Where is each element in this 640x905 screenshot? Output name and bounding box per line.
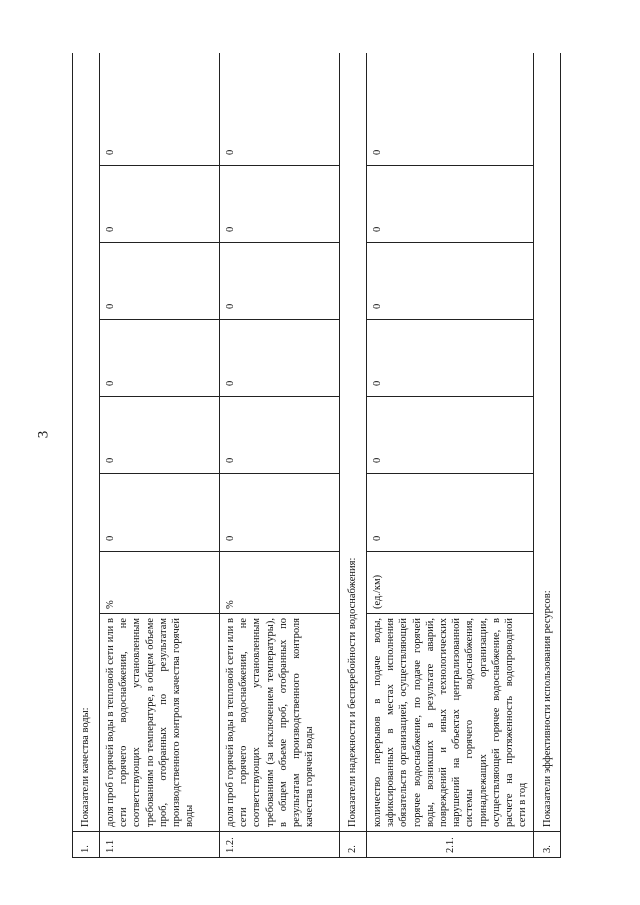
section-title: Показатели эффективности использования ресурсов: bbox=[534, 53, 561, 832]
row-value: 0 bbox=[100, 397, 220, 474]
row-value: 0 bbox=[367, 243, 534, 320]
row-unit: % bbox=[220, 552, 340, 614]
row-description: доля проб горячей воды в тепловой сети или в сети горячего водоснабжения, не соответствующих установленным требованиям по температуре, в общем объеме проб, отобранных по результатам производственного контроля качества горячей воды bbox=[100, 614, 220, 832]
row-value: 0 bbox=[100, 474, 220, 552]
row-value: 0 bbox=[367, 320, 534, 397]
rotated-table-area bbox=[72, 53, 561, 858]
table-row bbox=[220, 53, 340, 858]
section-row-efficiency bbox=[534, 53, 561, 858]
row-number: 1.2. bbox=[220, 832, 340, 858]
row-description: количество перерывов в подаче воды, зафиксированных в местах исполнения обязательств организацией, осуществляющей горячее водоснабжение, по подаче горячей воды, возникших в результате аварий, повреждений и иных технологических нарушений на объектах централизованной системы горячего водоснабжения, принадлежащих организации, осуществляющей горячее водоснабжение, в расчете на протяженность водопроводной сети в год bbox=[367, 614, 534, 832]
section-row-reliability bbox=[340, 53, 367, 858]
table-row bbox=[367, 53, 534, 858]
row-value: 0 bbox=[367, 397, 534, 474]
row-number: 1.1 bbox=[100, 832, 220, 858]
table-row bbox=[100, 53, 220, 858]
indicators-table bbox=[72, 53, 561, 858]
row-value: 0 bbox=[100, 243, 220, 320]
section-number: 3. bbox=[534, 832, 561, 858]
row-description: доля проб горячей воды в тепловой сети или в сети горячего водоснабжения, не соответствующих установленным требованиям (за исключением температуры), в общем объеме проб, отобранных по результатам производственного контроля качества горячей воды bbox=[220, 614, 340, 832]
row-value: 0 bbox=[100, 320, 220, 397]
table-sheet bbox=[72, 53, 561, 858]
row-value: 0 bbox=[100, 166, 220, 243]
row-value: 0 bbox=[220, 474, 340, 552]
section-title: Показатели качества воды: bbox=[73, 53, 100, 832]
row-unit: (ед./км) bbox=[367, 552, 534, 614]
row-unit: % bbox=[100, 552, 220, 614]
row-value: 0 bbox=[220, 397, 340, 474]
row-value: 0 bbox=[367, 166, 534, 243]
section-number: 1. bbox=[73, 832, 100, 858]
row-value: 0 bbox=[367, 53, 534, 166]
section-number: 2. bbox=[340, 832, 367, 858]
section-row-quality bbox=[73, 53, 100, 858]
row-value: 0 bbox=[367, 474, 534, 552]
row-value: 0 bbox=[220, 320, 340, 397]
row-value: 0 bbox=[220, 53, 340, 166]
row-number: 2.1. bbox=[367, 832, 534, 858]
section-title: Показатели надежности и бесперебойности водоснабжения: bbox=[340, 53, 367, 832]
row-value: 0 bbox=[220, 166, 340, 243]
row-value: 0 bbox=[220, 243, 340, 320]
page-number: 3 bbox=[35, 430, 52, 439]
row-value: 0 bbox=[100, 53, 220, 166]
